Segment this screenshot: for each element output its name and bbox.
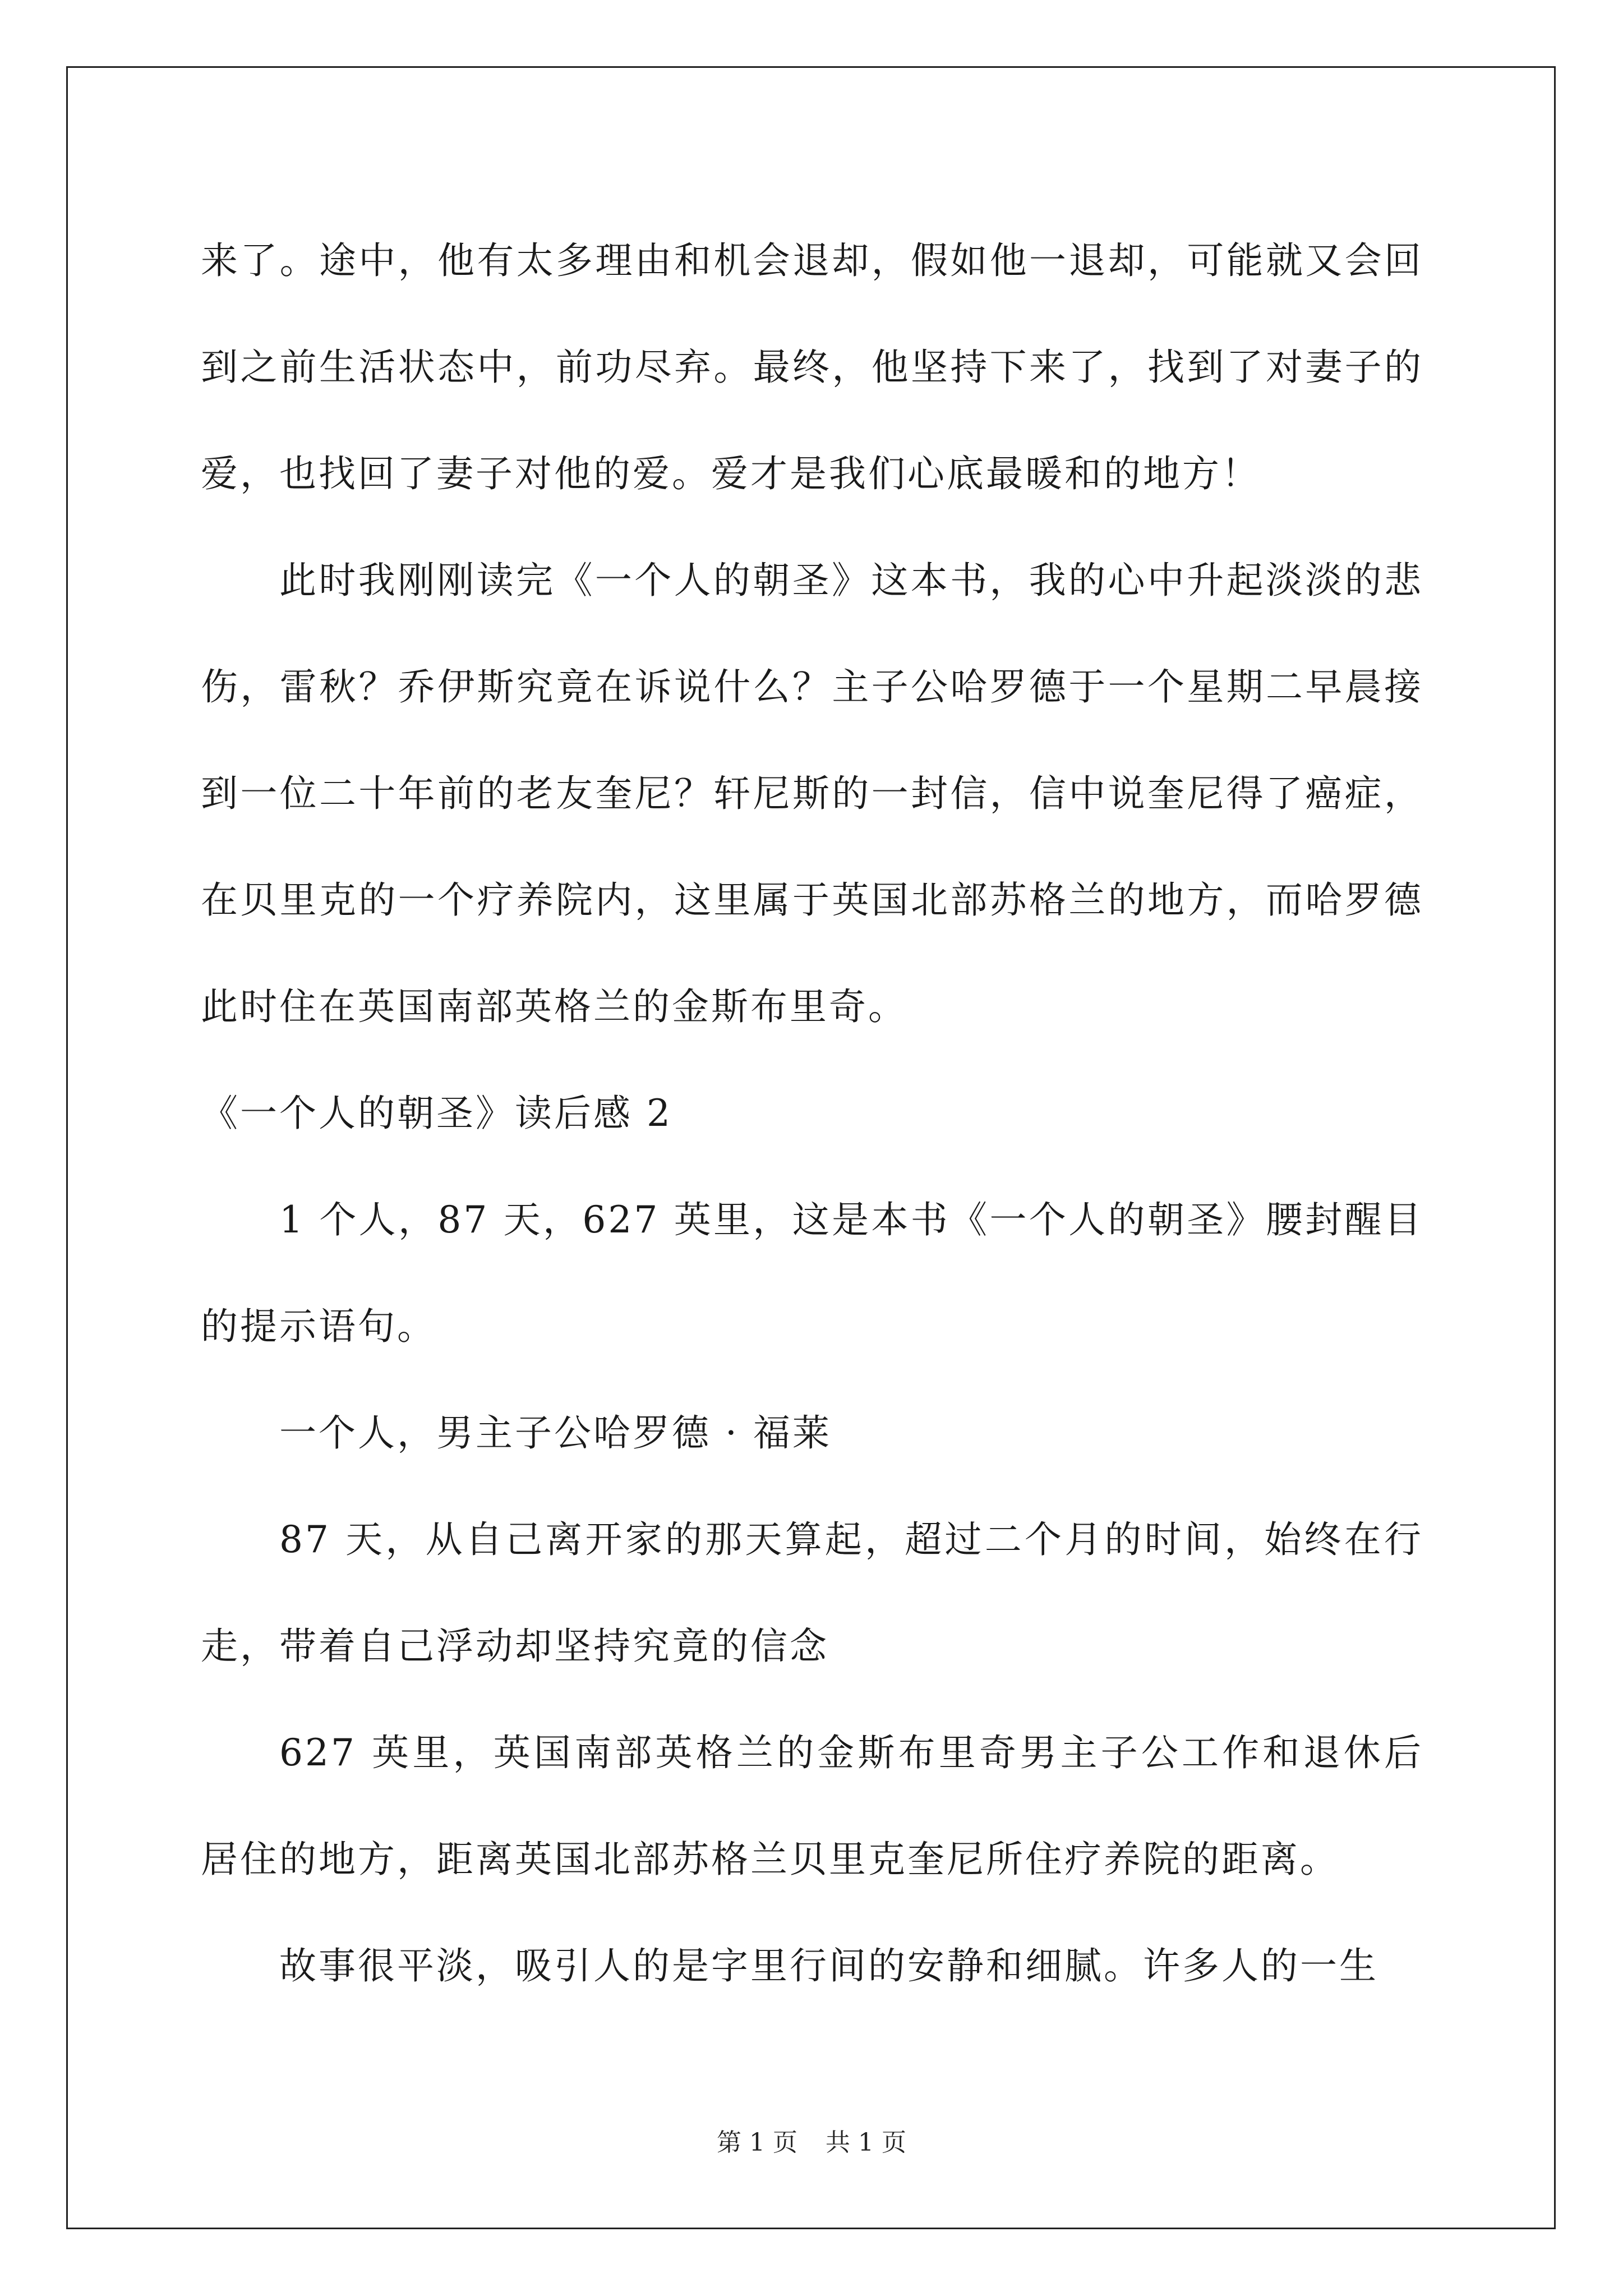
paragraph-7: 故事很平淡，吸引人的是字里行间的安静和细腻。许多人的一生 [279,1944,1378,1987]
page-number: 第 1 页 [717,2128,797,2157]
paragraph-2: 此时我刚刚读完《一个人的朝圣》这本书，我的心中升起淡淡的悲伤，雷秋？乔伊斯究竟在诉说什么？主子公哈罗德于一个星期二早晨接到一位二十年前的老友奎尼？轩尼斯的一封信，信中说奎尼得了癌症，在贝里克的一个疗养院内，这里属于英国北部苏格兰的地方，而哈罗德此时住在英国南部英格兰的金斯布里奇。 [201,559,1423,1028]
paragraph-3: 1 个人，87 天，627 英里，这是本书《一个人的朝圣》腰封醒目的提示语句。 [201,1198,1423,1348]
section-heading: 《一个人的朝圣》读后感 2 [201,1092,672,1135]
page-footer [0,2126,1623,2160]
paragraph-1: 来了。途中，他有太多理由和机会退却，假如他一退却，可能就又会回到之前生活状态中，前功尽弃。最终，他坚持下来了，找到了对妻子的爱，也找回了妻子对他的爱。爱才是我们心底最暖和的地方！ [201,239,1423,495]
paragraph-6: 627 英里，英国南部英格兰的金斯布里奇男主子公工作和退休后居住的地方，距离英国北部苏格兰贝里克奎尼所住疗养院的距离。 [201,1731,1423,1881]
paragraph-5: 87 天，从自己离开家的那天算起，超过二个月的时间，始终在行走，带着自己浮动却坚持究竟的信念 [201,1518,1423,1668]
document-body [201,208,1423,2019]
page-total: 共 1 页 [826,2128,906,2157]
paragraph-4: 一个人，男主子公哈罗德 · 福莱 [279,1411,832,1455]
